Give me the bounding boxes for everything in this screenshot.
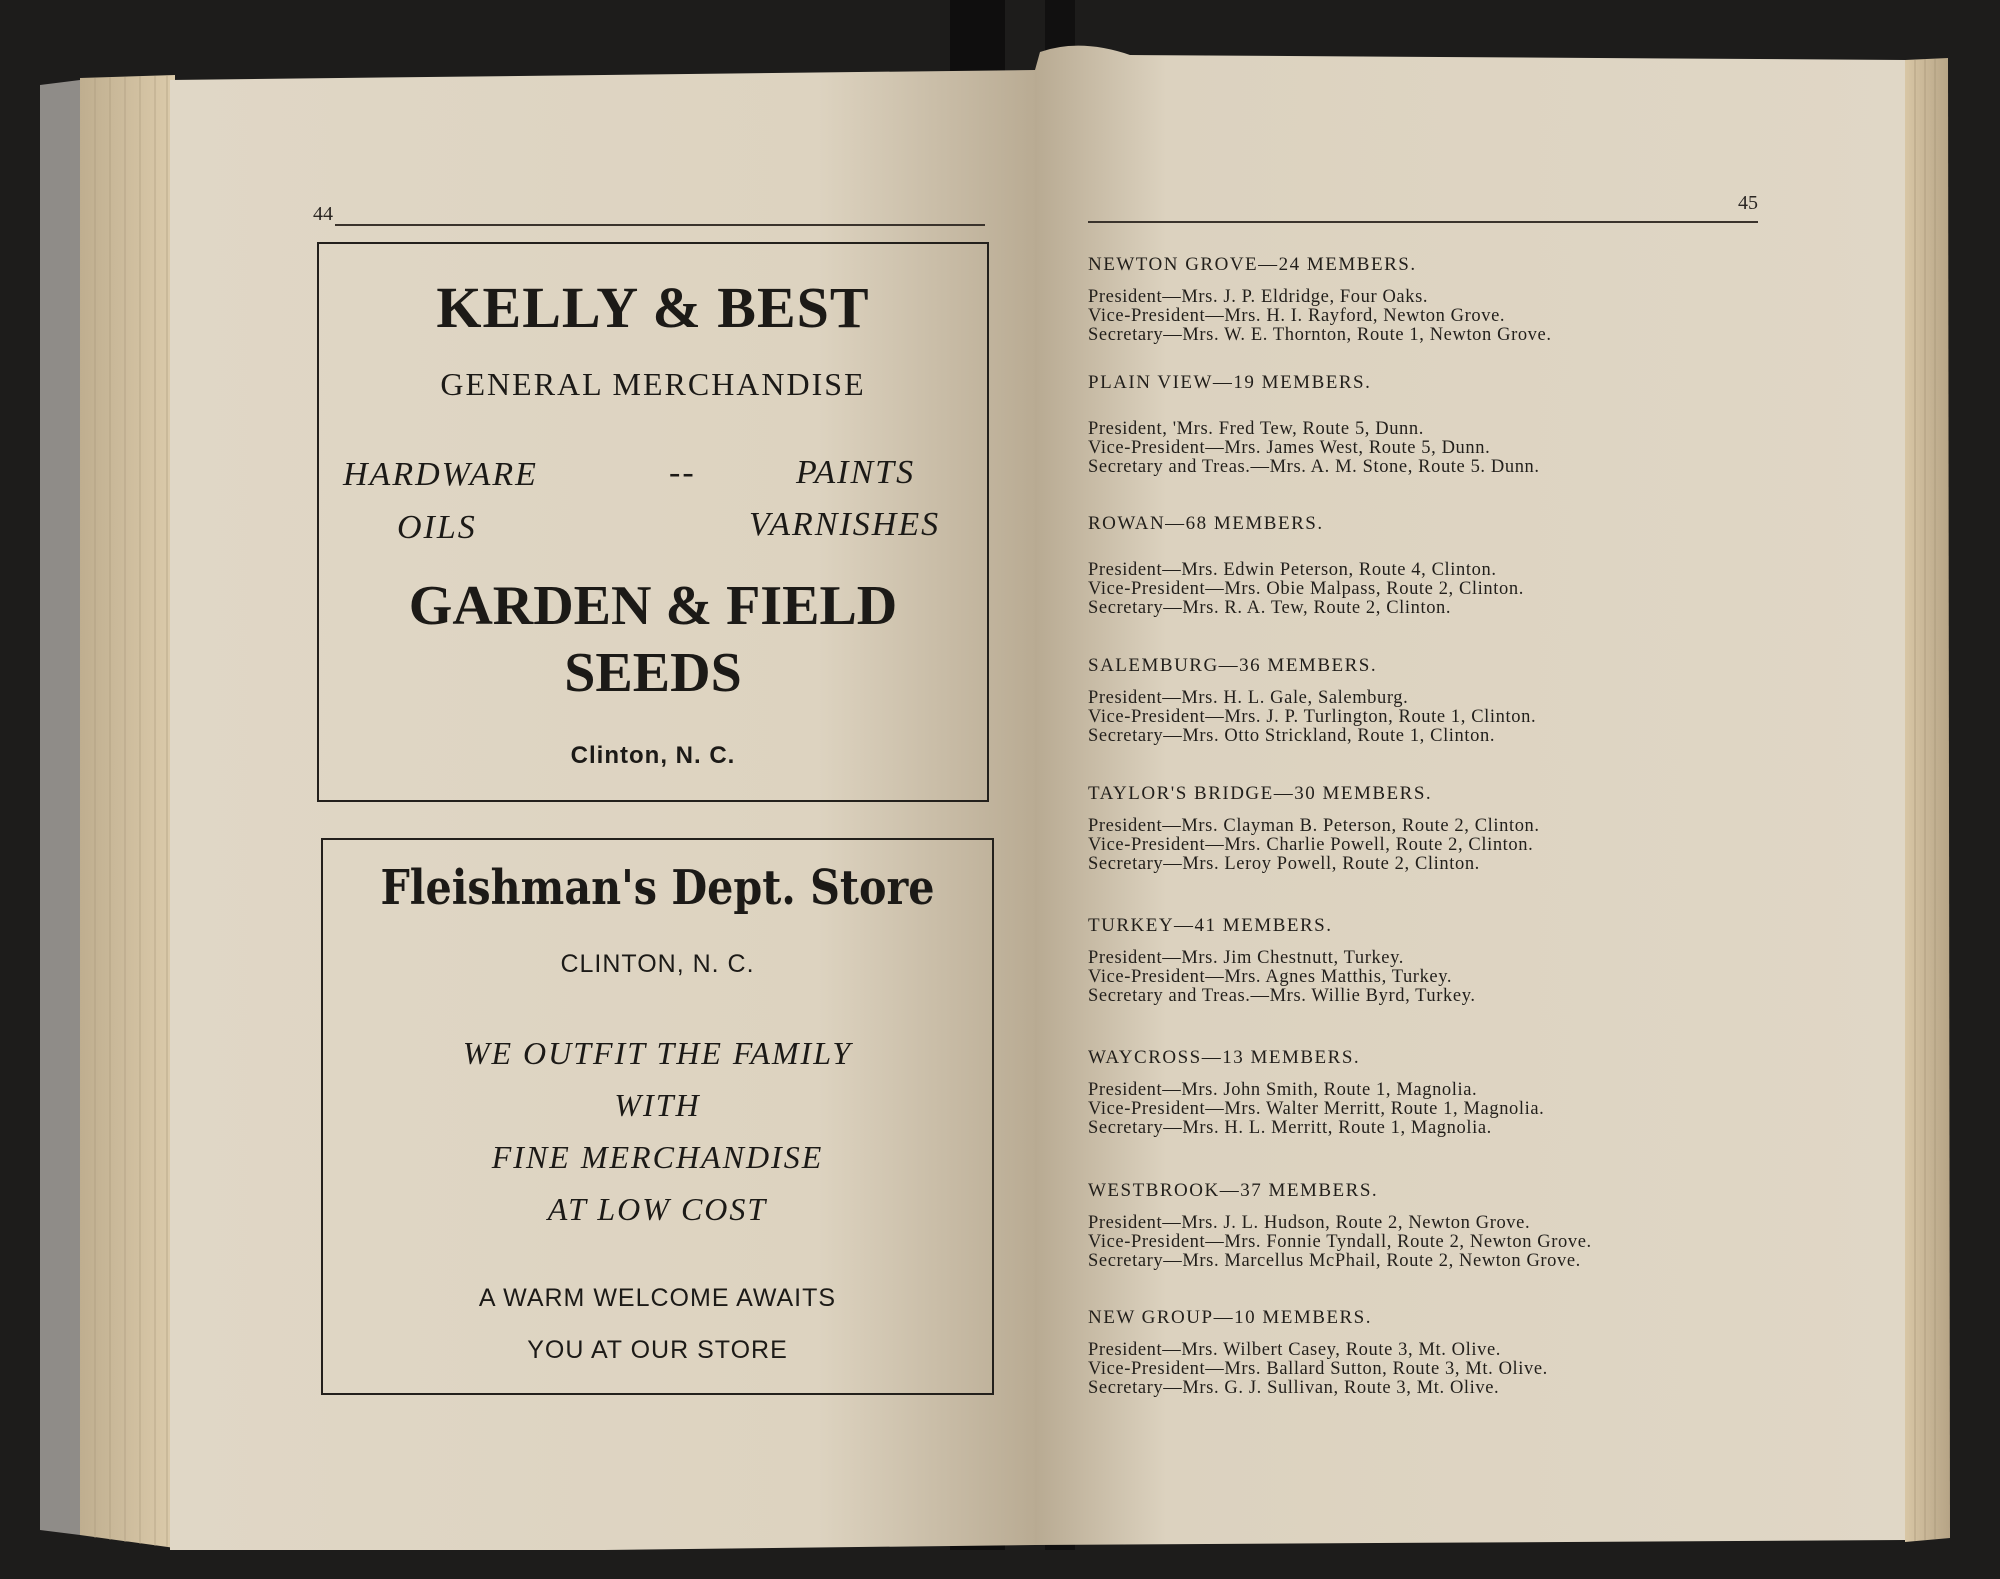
officer-list — [1088, 288, 1738, 345]
officer-list — [1088, 689, 1738, 746]
club-heading: TAYLOR'S BRIDGE—30 MEMBERS. — [1088, 783, 1433, 804]
fleishman-title: Fleishman's Dept. Store — [380, 860, 935, 916]
officer-line: President—Mrs. Jim Chestnutt, Turkey. — [1088, 948, 1404, 968]
kelly-best-ad — [317, 242, 989, 802]
officer-line: Vice-President—Mrs. Fonnie Tyndall, Route 2, Newton Grove. — [1088, 1232, 1592, 1252]
officer-list — [1088, 1081, 1738, 1138]
kelly-best-subtitle: GENERAL MERCHANDISE — [440, 366, 866, 402]
club-section — [1088, 513, 1738, 618]
officer-line: President—Mrs. H. L. Gale, Salemburg. — [1088, 688, 1409, 708]
seeds-headline-1: GARDEN & FIELD — [408, 575, 898, 637]
officer-line: Vice-President—Mrs. James West, Route 5, Dunn. — [1088, 438, 1491, 458]
officer-line: Secretary—Mrs. R. A. Tew, Route 2, Clinton. — [1088, 598, 1452, 618]
club-section — [1088, 783, 1738, 874]
officer-list — [1088, 420, 1738, 477]
officer-list — [1088, 561, 1738, 618]
officer-line: Vice-President—Mrs. Walter Merritt, Route 1, Magnolia. — [1088, 1099, 1545, 1119]
item-hardware: HARDWARE — [343, 456, 538, 493]
club-section — [1088, 372, 1738, 477]
officer-line: Secretary—Mrs. Leroy Powell, Route 2, Clinton. — [1088, 854, 1480, 874]
officer-line: President—Mrs. J. L. Hudson, Route 2, Newton Grove. — [1088, 1213, 1531, 1233]
slogan-line-3: FINE MERCHANDISE — [491, 1139, 824, 1175]
officer-line: Secretary and Treas.—Mrs. A. M. Stone, Route 5. Dunn. — [1088, 457, 1540, 477]
officer-line: Secretary—Mrs. G. J. Sullivan, Route 3, Mt. Olive. — [1088, 1378, 1500, 1398]
officer-line: Vice-President—Mrs. Obie Malpass, Route 2, Clinton. — [1088, 579, 1524, 599]
officer-line: Secretary—Mrs. Marcellus McPhail, Route 2, Newton Grove. — [1088, 1251, 1581, 1271]
officer-line: President, 'Mrs. Fred Tew, Route 5, Dunn. — [1088, 419, 1424, 439]
club-section — [1088, 1180, 1738, 1271]
club-section — [1088, 1307, 1738, 1398]
club-heading: SALEMBURG—36 MEMBERS. — [1088, 655, 1378, 676]
item-oils: OILS — [397, 509, 477, 546]
officer-list — [1088, 1214, 1738, 1271]
item-paints: PAINTS — [796, 454, 916, 491]
officer-line: Secretary—Mrs. H. L. Merritt, Route 1, Magnolia. — [1088, 1118, 1492, 1138]
officer-line: Vice-President—Mrs. Charlie Powell, Route 2, Clinton. — [1088, 835, 1534, 855]
club-heading: ROWAN—68 MEMBERS. — [1088, 513, 1324, 534]
officer-line: Vice-President—Mrs. Ballard Sutton, Route 3, Mt. Olive. — [1088, 1359, 1548, 1379]
officer-line: Secretary—Mrs. Otto Strickland, Route 1, Clinton. — [1088, 726, 1496, 746]
slogan-line-2: WITH — [614, 1087, 701, 1123]
officer-line: President—Mrs. Edwin Peterson, Route 4, Clinton. — [1088, 560, 1497, 580]
kelly-best-location: Clinton, N. C. — [570, 742, 736, 769]
fleishman-ad — [321, 838, 994, 1395]
welcome-line-1: A WARM WELCOME AWAITS — [478, 1284, 837, 1312]
page-number-left: 44 — [313, 203, 333, 225]
officer-list — [1088, 817, 1738, 874]
officer-line: Vice-President—Mrs. H. I. Rayford, Newton Grove. — [1088, 306, 1506, 326]
club-section — [1088, 1047, 1738, 1138]
welcome-line-2: YOU AT OUR STORE — [527, 1336, 788, 1364]
slogan-line-1: WE OUTFIT THE FAMILY — [462, 1035, 853, 1071]
officer-line: President—Mrs. J. P. Eldridge, Four Oaks. — [1088, 287, 1429, 307]
officer-line: President—Mrs. Wilbert Casey, Route 3, Mt. Olive. — [1088, 1340, 1502, 1360]
officer-line: President—Mrs. Clayman B. Peterson, Route 2, Clinton. — [1088, 816, 1540, 836]
header-rule-left — [335, 224, 985, 226]
officer-line: Vice-President—Mrs. Agnes Matthis, Turkey. — [1088, 967, 1453, 987]
club-heading: PLAIN VIEW—19 MEMBERS. — [1088, 372, 1372, 393]
item-varnishes: VARNISHES — [749, 506, 941, 543]
slogan-line-4: AT LOW COST — [547, 1191, 768, 1227]
officer-line: Secretary—Mrs. W. E. Thornton, Route 1, Newton Grove. — [1088, 325, 1552, 345]
club-heading: NEW GROUP—10 MEMBERS. — [1088, 1307, 1372, 1328]
officer-line: Secretary and Treas.—Mrs. Willie Byrd, Turkey. — [1088, 986, 1476, 1006]
club-heading: WESTBROOK—37 MEMBERS. — [1088, 1180, 1379, 1201]
seeds-headline-2: SEEDS — [564, 642, 742, 704]
club-heading: NEWTON GROVE—24 MEMBERS. — [1088, 254, 1417, 275]
officer-line: President—Mrs. John Smith, Route 1, Magnolia. — [1088, 1080, 1478, 1100]
club-heading: TURKEY—41 MEMBERS. — [1088, 915, 1333, 936]
officer-list — [1088, 1341, 1738, 1398]
club-section — [1088, 655, 1738, 746]
header-rule-right — [1088, 221, 1758, 223]
page-number-right: 45 — [1738, 192, 1758, 214]
fleishman-location: CLINTON, N. C. — [560, 950, 755, 978]
club-heading: WAYCROSS—13 MEMBERS. — [1088, 1047, 1361, 1068]
officer-list — [1088, 949, 1738, 1006]
club-section — [1088, 915, 1738, 1006]
club-section — [1088, 254, 1738, 345]
kelly-best-title: KELLY & BEST — [436, 275, 870, 340]
officer-line: Vice-President—Mrs. J. P. Turlington, Route 1, Clinton. — [1088, 707, 1537, 727]
item-dash: -- — [669, 454, 696, 491]
